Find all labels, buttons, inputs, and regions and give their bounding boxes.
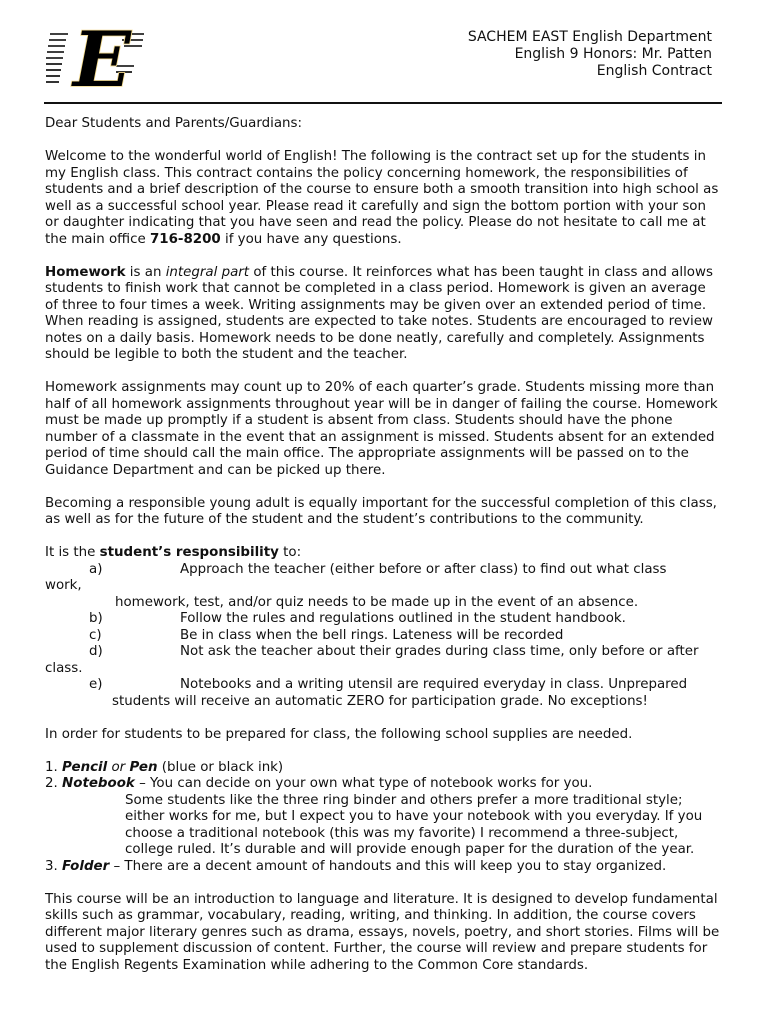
responsibility-intro-paragraph: Becoming a responsible young adult is equally important for the successful completion of this class, as well as for the future of the student and the student’s contributions to the community. (45, 495, 717, 527)
greeting: Dear Students and Parents/Guardians: (45, 116, 303, 131)
logo-letter: E (73, 26, 131, 94)
header-department: SACHEM EAST English Department (467, 29, 712, 45)
supply-item-folder: 3. Folder – There are a decent amount of handouts and this will keep you to stay organized. (45, 858, 667, 874)
homework-paragraph: Homework is an integral part of this course. It reinforces what has been taught in class and allows students to finish work that cannot be completed in a class period. Homework is given an average of three to four times a week. Writing assignments may be given over an extended period of time. When reading is assigned, students are expected to take notes. Students are encouraged to review notes on a daily basis. Homework needs to be done neatly, carefully and completely. Assignments should be legible to both the student and the teacher. (45, 264, 713, 362)
letter-body (45, 116, 721, 974)
header-block (468, 29, 712, 80)
list-item: c) Be in class when the bell rings. Lateness will be recorded (89, 627, 564, 643)
school-logo (44, 26, 148, 94)
phone-number: 716-8200 (149, 231, 221, 247)
intro-paragraph: Welcome to the wonderful world of English! The following is the contract set up for the students in my English class. This contract contains the policy concerning homework, the responsibilities of students and a brief description of the course to ensure both a smooth transition into high school as well as a successful school year. Please read it carefully and sign the bottom portion with your son or daughter indicating that you have seen and read the policy. Please do not hesitate to call me at the main office 716-8200 if you have any questions. (45, 149, 719, 247)
homework-grading-paragraph: Homework assignments may count up to 20% of each quarter’s grade. Students missing more than half of all homework assignments throughout year will be in danger of failing the course. Homework must be made up promptly if a student is absent from class. Students should have the phone number of a classmate in the event that an assignment is missed. Students absent for an extended period of time should call the main office. The appropriate assignments will be passed on to the Guidance Department and can be picked up there. (45, 380, 718, 478)
notebook-detail: Some students like the three ring binder and others prefer a more traditional style; either works for me, but I expect you to have your notebook with you everyday. If you choose a traditional notebook (this was my favorite) I recommend a three-subject, college ruled. It’s durable and will provide enough paper for the duration of the year. (125, 792, 703, 857)
header-divider (44, 102, 722, 104)
supplies-intro: In order for students to be prepared for class, the following school supplies are needed. (45, 726, 633, 742)
header-doc-title: English Contract (596, 63, 712, 79)
supply-item-pencil: 1. Pencil or Pen (blue or black ink) (45, 759, 284, 775)
responsibility-lead: It is the student’s responsibility to: (45, 545, 302, 560)
list-item: a) Approach the teacher (either before or after class) to find out what class work, homework, test, and/or quiz needs to be made up in the event of an absence. (45, 561, 667, 610)
list-item: e) Notebooks and a writing utensil are required everyday in class. Unprepared students will receive an automatic ZERO for participation grade. No exceptions! (89, 677, 688, 709)
list-item: b) Follow the rules and regulations outlined in the student handbook. (89, 611, 626, 626)
course-description-paragraph: This course will be an introduction to language and literature. It is designed to develop fundamental skills such as grammar, vocabulary, reading, writing, and thinking. In addition, the course covers different major literary genres such as drama, essays, novels, poetry, and short stories. Films will be used to supplement discussion of content. Further, the course will review and prepare students for the English Regents Examination while adhering to the Common Core standards. (45, 891, 720, 973)
header-course: English 9 Honors: Mr. Patten (514, 46, 712, 62)
homework-term: Homework (45, 264, 126, 280)
supply-item-notebook: 2. Notebook – You can decide on your own what type of notebook works for you. (45, 776, 593, 791)
list-item: d) Not ask the teacher about their grades during class time, only before or after class. (45, 644, 699, 676)
